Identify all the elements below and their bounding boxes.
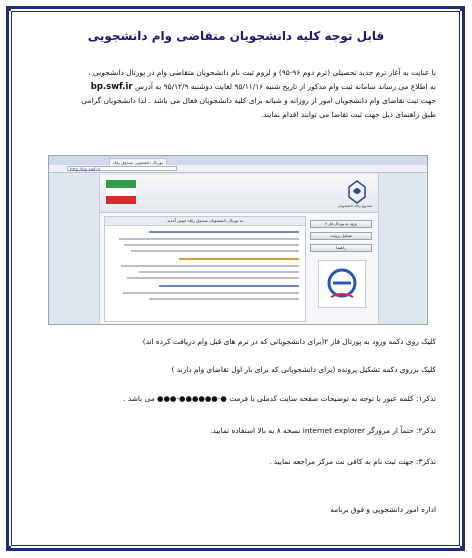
frame-corner (6, 6, 11, 11)
intro-line-1: با عنایت به آغاز ترم جدید تحصیلی (ترم دوم ۹۶-۹۵) و لزوم ثبت نام دانشجویان متقاضی وام در پورتال دانشجویی ، (88, 68, 436, 77)
panel-text-line (123, 292, 299, 294)
welfare-fund-emblem-icon (346, 179, 368, 205)
panel-text-line (131, 250, 299, 252)
panel-text-line (159, 285, 299, 287)
guide-button[interactable]: راهنما (310, 244, 372, 252)
portal-panel-heading: به پورتال دانشجویان صندوق رفاه خوش آمدید (105, 217, 305, 226)
instruction-create-file: کلیک برروی دکمه تشکیل پرونده (برای دانشجویانی که برای بار اول تقاضای وام دارند ) (171, 365, 436, 374)
intro-line-2 (30, 80, 436, 95)
emblem-caption: صندوق رفاه دانشجویان (337, 204, 372, 208)
note-browser: تذکر۲: حتماً از مرورگر internet explorer نسخه ۸ به بالا استفاده نمایید. (210, 426, 436, 435)
panel-text-line (139, 271, 299, 273)
browser-tab: پورتال دانشجویی صندوق رفاه (109, 158, 167, 166)
frame-corner (460, 546, 465, 551)
note-cafe-net: تذکر۳: جهت ثبت نام به کافی نت مرکز مراجعه نمایید . (269, 457, 436, 466)
portal-welcome-panel (104, 216, 306, 322)
portal-page (99, 174, 379, 324)
panel-text-line (121, 265, 299, 267)
frame-corner (6, 546, 11, 551)
intro-line-4: طبق راهنمای ذیل جهت ثبت تقاضا می توانند اقدام نمایند. (260, 110, 436, 119)
panel-text-line (149, 298, 299, 300)
panel-text-line (127, 277, 299, 279)
iran-flag-icon (106, 180, 136, 204)
panel-text-line (124, 244, 299, 246)
portal-side-menu (310, 216, 372, 320)
enamad-badge-icon (318, 260, 366, 308)
portal-address: bp.swf.ir (90, 82, 133, 92)
portal-screenshot (48, 155, 428, 325)
panel-text-line (149, 231, 299, 233)
browser-address-bar (49, 165, 427, 173)
browser-url: http://bp.swf.ir/ (67, 166, 177, 171)
create-file-button[interactable]: تشکیل پرونده (310, 232, 372, 240)
portal-header (100, 174, 378, 213)
intro-line-3: جهت ثبت تقاضای وام دانشجویان امور از روزانه و شبانه برای کلیه دانشجویان فعال می باشد . لذا دانشجویان گرامی (81, 96, 436, 105)
intro-line-2-text: به اطلاع می رساند سامانه ثبت وام مذکور از تاریخ شنبه ۹۵/۱۱/۱۶ لغایت دوشنبه ۹۵/۱۲/۹ به آدرس (134, 82, 436, 91)
panel-text-line (179, 258, 299, 260)
instruction-portal-login: کلیک روی دکمه ورود به پورتال فاز ۲(برای دانشجویانی که در ترم های قبل وام دریافت کرده اند) (142, 337, 436, 346)
note-password: تذکر۱: کلمه عبور با توجه به توضیحات صفحه سایت کدملی با فرمت ●-●●●●●●-●●● می باشد . (123, 394, 436, 403)
frame-corner (460, 6, 465, 11)
panel-text-line (119, 238, 299, 240)
portal-phase2-login-button[interactable]: ورود به پورتال فاز ۲ (310, 220, 372, 228)
announcement-title: قابل توجه کلیه دانشجویان متقاضی وام دانشجویی (87, 29, 385, 43)
signature: اداره امور دانشجویی و فوق برنامه (330, 505, 436, 514)
